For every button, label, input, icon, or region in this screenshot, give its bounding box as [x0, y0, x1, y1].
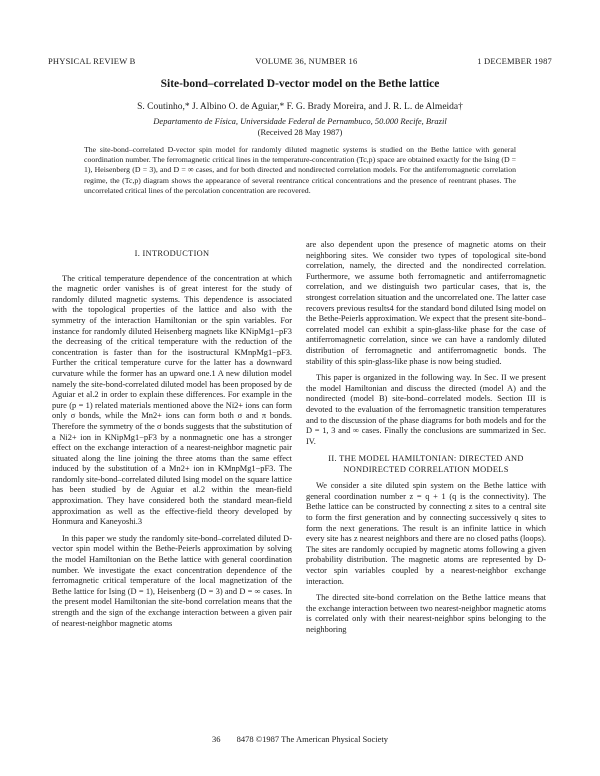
- page-footer: [0, 734, 600, 744]
- paragraph: The critical temperature dependence of the concentration at which the magnetic order vanishes is of great interest for the study of randomly diluted magnetic systems. This dependence is associated with the topological properties of the lattice and also with the symmetry of the interaction Hamiltonian or the spin variables. For instance for randomly diluted Heisenberg magnets like KNipMg1−pF3 the decreasing of the critical temperature with the reduction of the concentration is faster than for the isostructural KMnpMg1−pF3. Further the critical temperature curve for the latter has a downward curvature while the former has an upward one.1 A new dilution model namely the site-bond-correlated diluted model has been proposed by de Aguiar et al.2 in order to explain these differences. For example in the pure (p = 1) related materials mentioned above the Ni2+ ions can form only σ bonds, while the Mn2+ ions can form both σ and π bonds. Therefore the symmetry of the σ bonds suggests that the substitution of a Ni2+ ion in KNipMg1−pF3 by a nonmagnetic one has a stronger effect on the exchange interaction of a nearest-neighbor magnetic pair situated along the line joining the three atoms than the same effect induced by the substitution of a Mn2+ ion in KMnpMg1−pF3. The randomly site-bond–correlated diluted Ising model on the square lattice has been studied by de Aguiar et al.2 within the mean-field approximation. They have considered both the standard mean-field approximation as well as the effective-field theory developed by Honmura and Kaneyoshi.3: [52, 273, 292, 527]
- section-heading-line: II. THE MODEL HAMILTONIAN: DIRECTED AND: [328, 454, 524, 464]
- journal-name: PHYSICAL REVIEW B: [48, 56, 136, 66]
- volume-page-number: 36: [211, 734, 221, 744]
- paragraph: The directed site-bond correlation on the Bethe lattice means that the exchange interaction between two nearest-neighbor magnetic atoms is correlated only with their nearest-neighbor spins belonging to the neighboring: [306, 593, 546, 634]
- paragraph: We consider a site diluted spin system on the Bethe lattice with general coordination number z = q + 1 (q is the connectivity). The Bethe lattice can be constructed by connecting z sites to a central site to form the first generation and by connecting successively q sites to form the next generations. The result is an infinite lattice in which every site has z nearest neighbors and there are no closed paths (loops). The sites are randomly occupied by magnetic atoms following a given probability distribution. The magnetic atoms are represented by D-vector spin variables coupled by a nearest-neighbor exchange interaction.: [306, 481, 546, 586]
- paragraph: This paper is organized in the following way. In Sec. II we present the model Hamiltonian and discuss the directed (model A) and the nondirected (model B) site-bond–correlated models. Section III is devoted to the evaluation of the ferromagnetic transition temperatures and to the discussion of the phase diagrams for both models and for the D = 1, 3 and ∞ cases. Finally the conclusions are summarized in Sec. IV.: [306, 373, 546, 446]
- right-column: [306, 240, 546, 642]
- abstract: The site-bond–correlated D-vector spin model for randomly diluted magnetic systems is studied on the Bethe lattice with general coordination number. The ferromagnetic critical lines in the temperature-concentration (Tc,p) space are obtained exactly for the Ising (D = 1), Heisenberg (D = 3), and D = ∞ cases, and for both directed and nondirected correlation models. For the antiferromagnetic correlation regime, the (Tc,p) diagram shows the appearance of several reentrance critical concentrations and the presence of reentrant phases. The uncorrelated critical lines of the percolation concentration are recovered.: [84, 145, 516, 195]
- paragraph: In this paper we study the randomly site-bond–correlated diluted D-vector spin model within the Bethe-Peierls approximation by solving the model Hamiltonian on the Bethe lattice with general coordination number. We investigate the exact concentration dependence of the ferromagnetic critical temperature of the local magnetization of the Bethe lattice for Ising (D = 1), Heisenberg (D = 3) and D = ∞ cases. In the present model Hamiltonian the site-bond correlation means that the strength and the sign of the exchange interaction between a given pair of nearest-neighbor magnetic atoms: [52, 533, 292, 628]
- left-column: [52, 247, 292, 635]
- volume-number: VOLUME 36, NUMBER 16: [255, 56, 358, 66]
- paper-title: Site-bond–correlated D-vector model on the Bethe lattice: [160, 78, 440, 90]
- paragraph: are also dependent upon the presence of magnetic atoms on their neighboring sites. We consider two types of topological site-bond correlation, namely, the directed and the nondirected correlation. Furthermore, we assume both ferromagnetic and antiferromagnetic correlation, and we distinguish two particular cases, that is, the strongest correlation situation and the uncorrelated one. The latter case recovers previous results4 for the standard bond diluted Ising model on the Bethe-Peierls approximation. We expect that the present site-bond–correlated model can exhibit a spin-glass-like phase for the case of antiferromagnetic correlation, since we can have a randomly diluted distribution of ferromagnetic and antiferromagnetic bonds. The stability of this spin-glass-like phase is now being studied.: [306, 240, 546, 366]
- copyright-notice: ©1987 The American Physical Society: [255, 734, 389, 744]
- affiliation-block: [0, 116, 600, 138]
- issue-date: 1 DECEMBER 1987: [477, 56, 552, 66]
- section-heading-introduction: I. INTRODUCTION: [134, 249, 210, 258]
- article-page-number: 8478: [236, 734, 254, 744]
- section-heading-model: [306, 453, 546, 475]
- affiliation: Departamento de Física, Universidade Federal de Pernambuco, 50.000 Recife, Brazil: [153, 116, 447, 126]
- section-heading-line: NONDIRECTED CORRELATION MODELS: [343, 465, 509, 475]
- running-header: [48, 56, 552, 66]
- received-date: (Received 28 May 1987): [257, 127, 343, 137]
- author-list: S. Coutinho,* J. Albino O. de Aguiar,* F. G. Brady Moreira, and J. R. L. de Almeida†: [137, 102, 463, 112]
